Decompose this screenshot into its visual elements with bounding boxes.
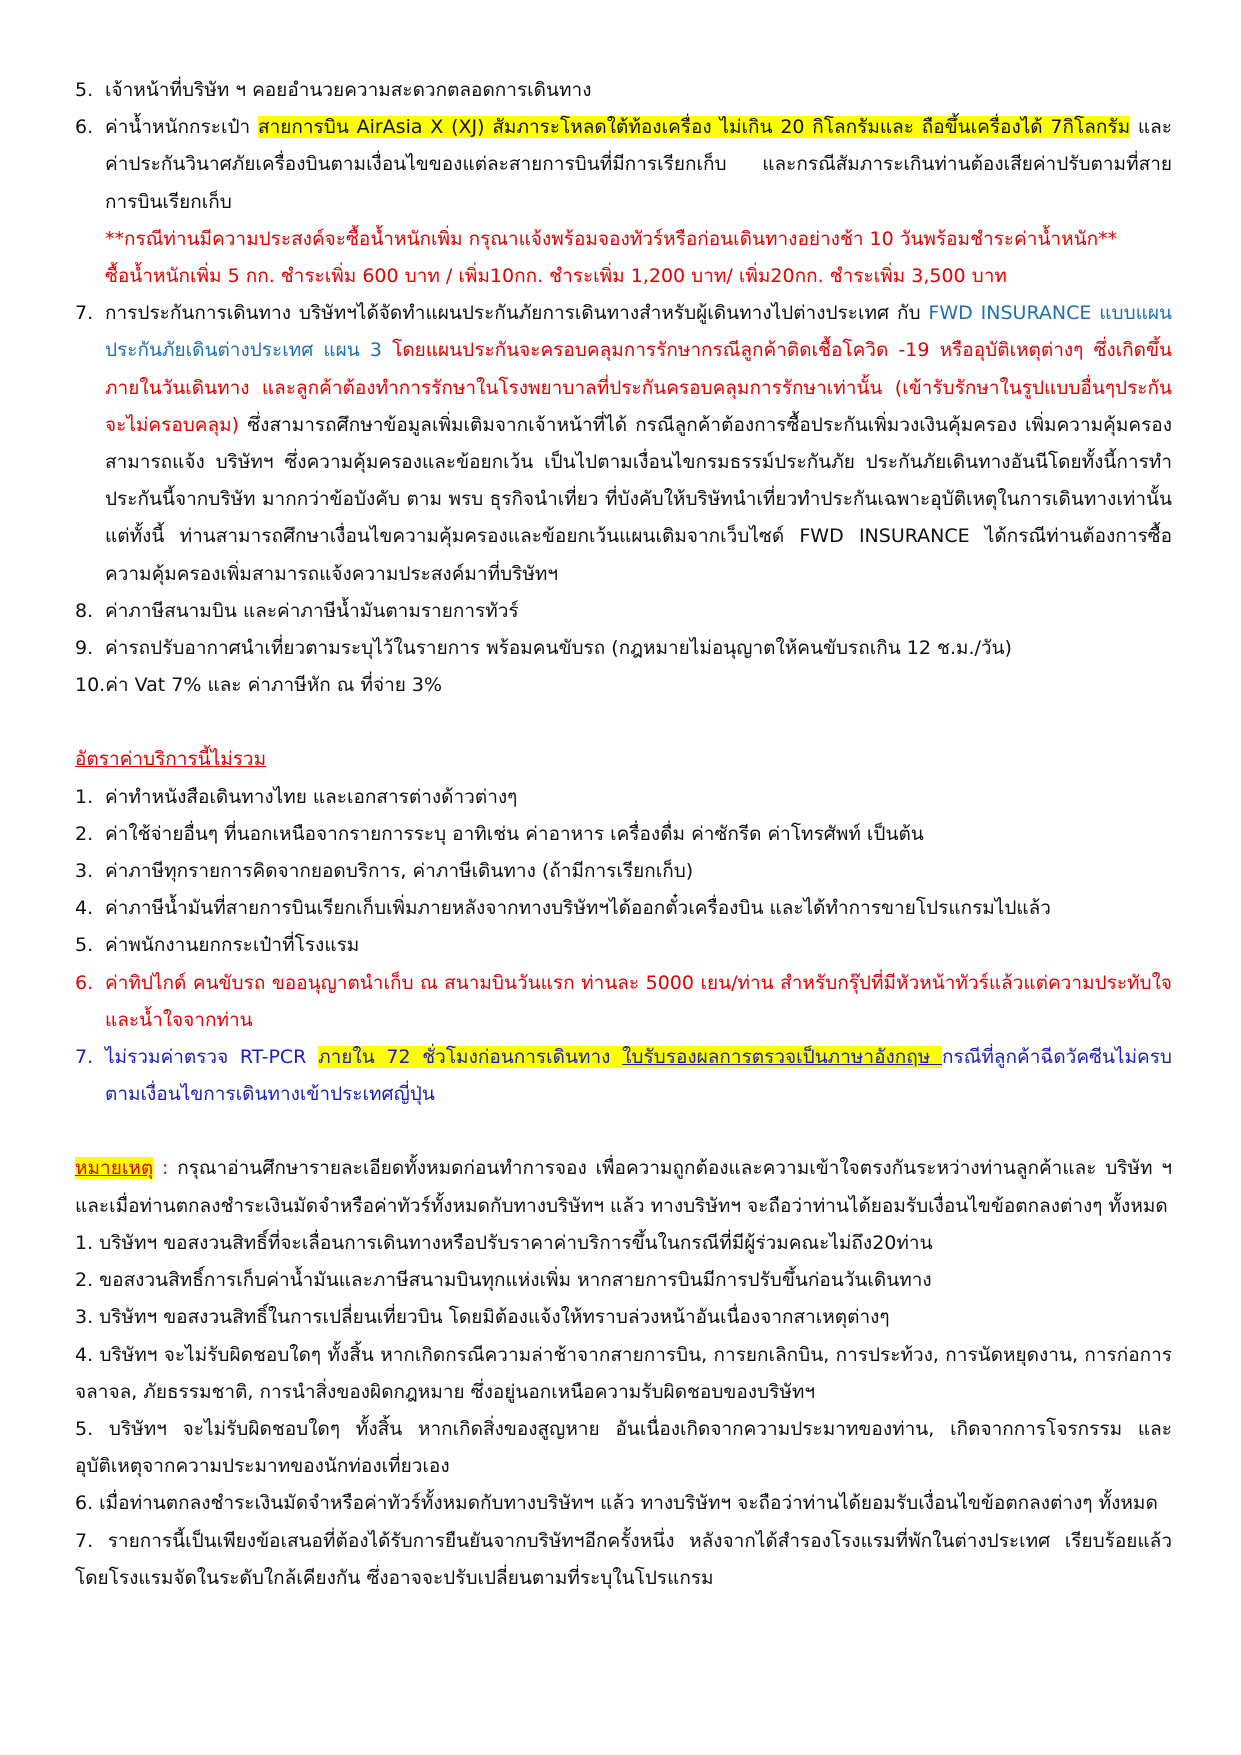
included-item-6 (75, 109, 1172, 295)
item-number: 4. (75, 897, 94, 920)
pcr-highlight: ภายใน 72 ชั่วโมงก่อนการเดินทาง (318, 1046, 623, 1069)
spacer (75, 1113, 1172, 1150)
included-item-9 (75, 630, 1172, 667)
note-item-5: 5. บริษัทฯ จะไม่รับผิดชอบใดๆ ทั้งสิ้น หากเกิดสิ่งของสูญหาย อันเนื่องเกิดจากความประมาทของท่าน, เกิดจากการโจรกรรม และ อุบัติเหตุจากความประมาทของนักท่องเที่ยวเอง (75, 1417, 1172, 1478)
spacer (75, 704, 1172, 741)
included-item-8 (75, 593, 1172, 630)
note-item-7: 7. รายการนี้เป็นเพียงข้อเสนอที่ต้องได้รับการยืนยันจากบริษัทฯอีกครั้งหนึ่ง หลังจากได้สำรองโรงแรมที่พักในต่างประเทศ เรียบร้อยแล้ว โดยโรงแรมจัดในระดับใกล้เคียงกัน ซึ่งอาจจะปรับเปลี่ยนตามที่ระบุในโปรแกรม (75, 1529, 1172, 1589)
baggage-rest: และค่าประกันวินาศภัยเครื่องบินตามเงื่อนไขของแต่ละสายการบินที่มีการเรียกเก็บ และกรณีสัมภาระเกินท่านต้องเสียค่าปรับตามที่สายการบินเรียกเก็บ (105, 116, 1172, 213)
pcr-intro: ไม่รวมค่าตรวจ RT-PCR (105, 1046, 319, 1069)
included-item-5 (75, 72, 1172, 109)
pcr-rest: กรณีที่ลูกค้าฉีดวัคซีนไม่ครบตามเงื่อนไขการเดินทางเข้าประเทศญี่ปุ่น (105, 1046, 1172, 1106)
included-item-7 (75, 295, 1172, 593)
item-number: 1. (75, 785, 94, 808)
extra-baggage-note: **กรณีท่านมีความประสงค์จะซื้อน้ำหนักเพิ่ม กรุณาแจ้งพร้อมจองทัวร์หรือก่อนเดินทางอย่างช้า 10 วันพร้อมชำระค่าน้ำหนัก** (105, 227, 1118, 250)
note-label: หมายเหตุ (75, 1157, 154, 1180)
insurance-intro: การประกันการเดินทาง บริษัทฯได้จัดทำแผนประกันภัยการเดินทางสำหรับผู้เดินทางไปต่างประเทศ กับ (105, 302, 929, 325)
note-item-3: 3. บริษัทฯ ขอสงวนสิทธิ์ในการเปลี่ยนเที่ยวบิน โดยมิต้องแจ้งให้ทราบล่วงหน้าอันเนื่องจากสาเหตุต่างๆ (75, 1306, 890, 1329)
note-item-4: 4. บริษัทฯ จะไม่รับผิดชอบใดๆ ทั้งสิ้น หากเกิดกรณีความล่าช้าจากสายการบิน, การยกเลิกบิน, การประท้วง, การนัดหยุดงาน, การก่อการจลาจล, ภัยธรรมชาติ, การนำสิ่งของผิดกฎหมาย ซึ่งอยู่นอกเหนือความรับผิดชอบของบริษัทฯ (75, 1343, 1172, 1403)
note-item-6: 6. เมื่อท่านตกลงชำระเงินมัดจำหรือค่าทัวร์ทั้งหมดกับทางบริษัทฯ แล้ว ทางบริษัทฯ จะถือว่าท่านได้ยอมรับเงื่อนไขข้อตกลงต่างๆ ทั้งหมด (75, 1492, 1158, 1515)
item-text: ค่ารถปรับอากาศนำเที่ยวตามระบุไว้ในรายการ พร้อมคนขับรถ (กฎหมายไม่อนุญาตให้คนขับรถเกิน 12 ช.ม./วัน) (105, 637, 1012, 660)
item-number: 7. (75, 302, 94, 325)
excluded-item-3 (75, 853, 1172, 890)
insurance-details: ซึ่งสามารถศึกษาข้อมูลเพิ่มเติมจากเจ้าหน้าที่ได้ กรณีลูกค้าต้องการซื้อประกันเพิ่มวงเงินคุ้มครอง เพิ่มความคุ้มครอง สามารถแจ้ง บริษัทฯ ซึ่งความคุ้มครองและข้อยกเว้น เป็นไปตามเงื่อนไขกรมธรรม์ประกันภัย ประกันภัยเดินทางอันนีโดยทั้งนี้การทำประกันนี้จากบริษัท มากกว่าข้อบังคับ ตาม พรบ ธุรกิจนำเที่ยว ที่บังคับให้บริษัทนำเที่ยวทำประกันเฉพาะอุบัติเหตุในการเดินทางเท่านั้น แต่ทั้งนี้ ท่านสามารถศึกษาเงื่อนไขความคุ้มครองและข้อยกเว้นแผนเติมจากเว็บไซด์ FWD INSURANCE ได้กรณีท่านต้องการซื้อความคุ้มครองเพิ่มสามารถแจ้งความประสงค์มาที่บริษัทฯ (105, 413, 1172, 585)
excluded-item-4 (75, 890, 1172, 927)
item-number: 6. (75, 971, 94, 994)
item-number: 6. (75, 116, 94, 139)
item-number: 7. (75, 1046, 94, 1069)
item-text: ค่าพนักงานยกกระเป๋าที่โรงแรม (105, 934, 360, 957)
note-intro (75, 1150, 1172, 1224)
item-text: ค่าใช้จ่ายอื่นๆ ที่นอกเหนือจากรายการระบุ อาทิเช่น ค่าอาหาร เครื่องดื่ม ค่าซักรีด ค่าโทรศัพท์ เป็นต้น (105, 822, 924, 845)
item-text (105, 1039, 1172, 1113)
item-text: ค่า Vat 7% และ ค่าภาษีหัก ณ ที่จ่าย 3% (105, 674, 443, 697)
document-body (75, 72, 1172, 1597)
item-text (105, 109, 1172, 295)
included-item-10 (75, 667, 1172, 704)
note-item-1: 1. บริษัทฯ ขอสงวนสิทธิ์ที่จะเลื่อนการเดินทางหรือปรับราคาค่าบริการขึ้นในกรณีที่มีผู้ร่วมคณะไม่ถึง20ท่าน (75, 1231, 933, 1254)
item-number: 9. (75, 637, 94, 660)
note-item-2: 2. ขอสงวนสิทธิ์การเก็บค่าน้ำมันและภาษีสนามบินทุกแห่งเพิ่ม หากสายการบินมีการปรับขึ้นก่อนวันเดินทาง (75, 1269, 932, 1292)
note-text: กรุณาอ่านศึกษารายละเอียดทั้งหมดก่อนทำการจอง เพื่อความถูกต้องและความเข้าใจตรงกันระหว่างท่านลูกค้าและ บริษัท ฯ และเมื่อท่านตกลงชำระเงินมัดจำหรือค่าทัวร์ทั้งหมดกับทางบริษัทฯ แล้ว ทางบริษัทฯ จะถือว่าท่านได้ยอมรับเงื่อนไขข้อตกลงต่างๆ ทั้งหมด (75, 1157, 1172, 1217)
insurance-plan: FWD INSURANCE แบบแผนประกันภัยเดินต่างประเทศ แผน 3 (105, 302, 1173, 362)
item-number: 5. (75, 79, 94, 101)
item-number: 8. (75, 599, 94, 622)
extra-baggage-prices: ซื้อน้ำหนักเพิ่ม 5 กก. ชำระเพิ่ม 600 บาท / เพิ่ม10กก. ชำระเพิ่ม 1,200 บาท/ เพิ่ม20กก. ชำระเพิ่ม 3,500 บาท (105, 265, 1007, 288)
excluded-item-2 (75, 816, 1172, 853)
excluded-item-6 (75, 965, 1172, 1039)
item-text: ค่าภาษีน้ำมันที่สายการบินเรียกเก็บเพิ่มภายหลังจากทางบริษัทฯได้ออกตั๋วเครื่องบิน และได้ทำการขายโปรแกรมไปแล้ว (105, 897, 1051, 920)
insurance-coverage: โดยแผนประกันจะครอบคลุมการรักษากรณีลูกค้าติดเชื้อโควิด -19 หรืออุบัติเหตุต่างๆ ซึ่งเกิดขึ้นภายในวันเดินทาง และลูกค้าต้องทำการรักษาในโรงพยาบาลที่ประกันครอบคลุมการรักษาเท่านั้น (เข้ารับรักษาในรูปแบบอื่นๆประกันจะไม่ครอบคลุม) (105, 339, 1172, 436)
excluded-heading: อัตราค่าบริการนี้ไม่รวม (75, 748, 267, 771)
item-text: เจ้าหน้าที่บริษัท ฯ คอยอำนวยความสะดวกตลอดการเดินทาง (105, 79, 592, 101)
excluded-item-7 (75, 1039, 1172, 1113)
item-text (105, 295, 1172, 593)
item-text: ค่าภาษีสนามบิน และค่าภาษีน้ำมันตามรายการทัวร์ (105, 599, 519, 622)
note-colon: : (153, 1157, 178, 1180)
item-number: 3. (75, 860, 94, 883)
item-number: 2. (75, 822, 94, 845)
baggage-highlight: สายการบิน AirAsia X (XJ) สัมภาระโหลดใต้ท้องเครื่อง ไม่เกิน 20 กิโลกรัมและ ถือขึ้นเครื่องได้ 7กิโลกรัม (257, 116, 1131, 139)
item-number: 5. (75, 934, 94, 957)
excluded-item-5 (75, 927, 1172, 964)
item-text: ค่าภาษีทุกรายการคิดจากยอดบริการ, ค่าภาษีเดินทาง (ถ้ามีการเรียกเก็บ) (105, 860, 694, 883)
item-text: ค่าทิปไกด์ คนขับรถ ขออนุญาตนำเก็บ ณ สนามบินวันแรก ท่านละ 5000 เยน/ท่าน สำหรับกรุ๊ปที่มีหัวหน้าทัวร์แล้วแต่ความประทับใจและน้ำใจจากท่าน (105, 971, 1172, 1031)
baggage-intro: ค่าน้ำหนักกระเป๋า (105, 116, 258, 139)
pcr-certificate-highlight: ใบรับรองผลการตรวจเป็นภาษาอังกฤษ (622, 1046, 942, 1069)
item-text: ค่าทำหนังสือเดินทางไทย และเอกสารต่างด้าวต่างๆ (105, 785, 518, 808)
excluded-item-1 (75, 779, 1172, 816)
item-number: 10. (75, 674, 106, 697)
